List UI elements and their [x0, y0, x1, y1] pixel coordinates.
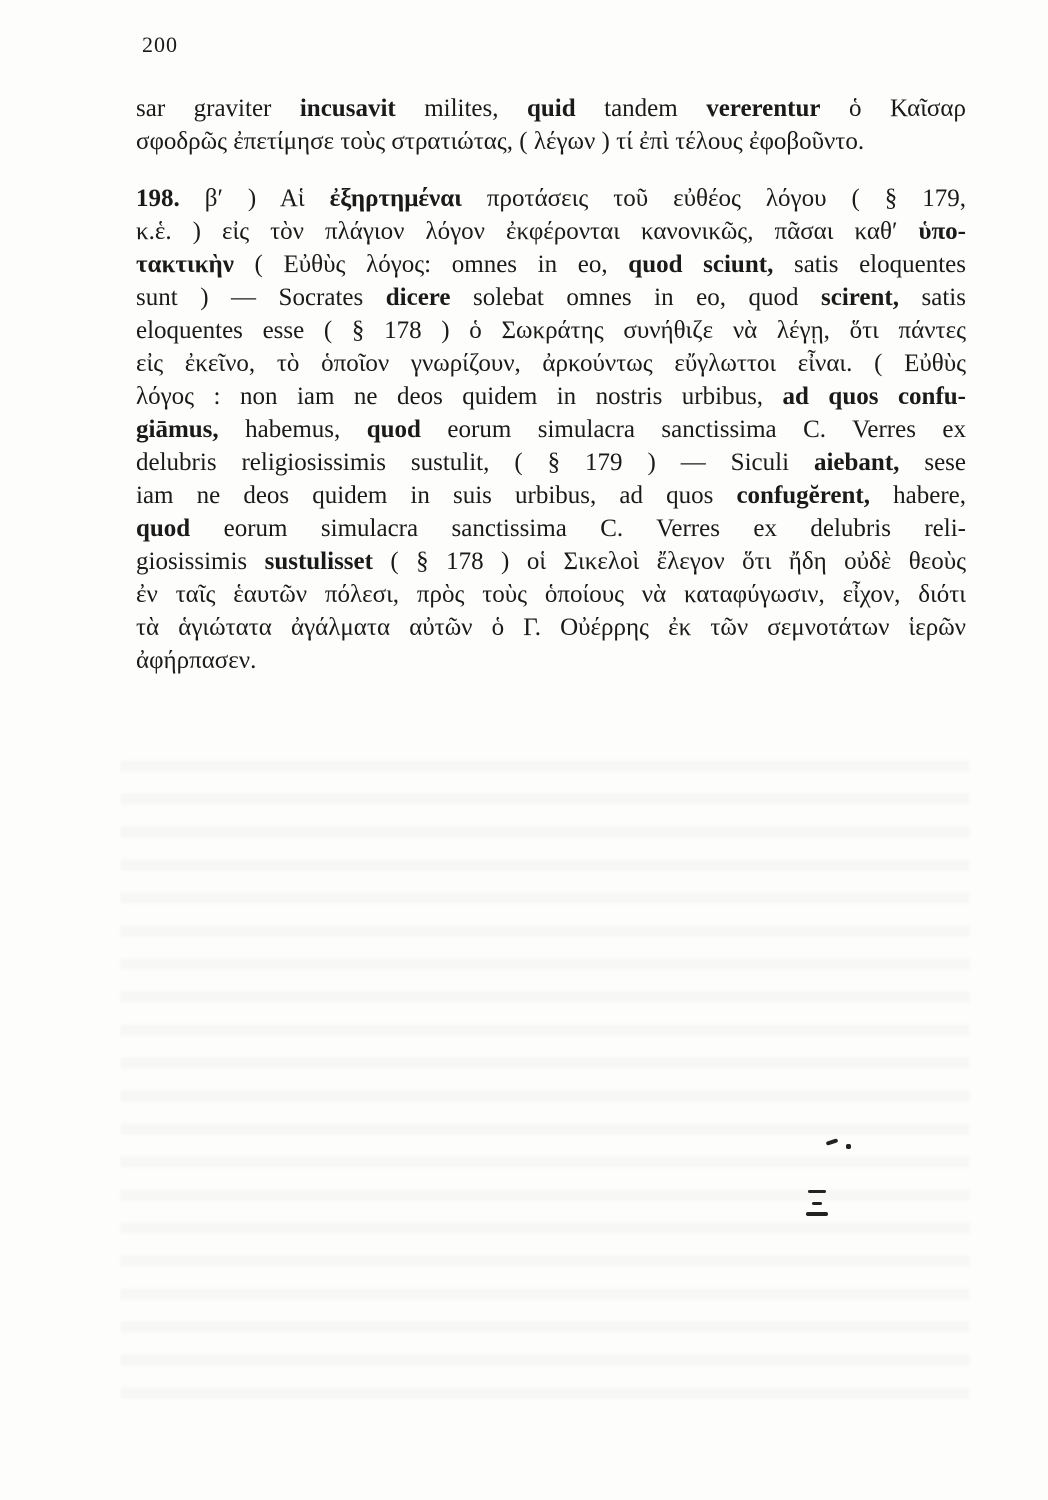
ink-speck	[846, 1144, 851, 1149]
ink-speck	[812, 1202, 822, 1205]
text-run: sar graviter	[136, 95, 300, 122]
text-line	[136, 380, 966, 413]
text-run: ( Εὐθὺς λόγος: omnes in eo,	[233, 251, 629, 278]
bold-term: incusavit	[299, 95, 396, 122]
text-run: κ.ἑ. ) εἰς τὸν πλάγιον λόγον ἐκφέρονται κανονικῶς, πᾶσαι καθ′	[136, 218, 919, 245]
bold-term: giāmus,	[136, 416, 219, 443]
bold-term: aiebant,	[813, 449, 900, 476]
bold-term: confugĕrent,	[736, 482, 870, 509]
bold-term: dicere	[385, 284, 451, 311]
text-run: satis eloquentes	[773, 251, 966, 278]
text-run: habemus,	[218, 416, 367, 443]
text-run: λόγος : non iam ne deos quidem in nostris urbibus,	[136, 383, 783, 410]
text-line	[136, 545, 966, 578]
bold-term: 198.	[136, 185, 180, 212]
text-run: habere,	[870, 482, 966, 509]
text-run: σφοδρῶς ἐπετίμησε τοὺς στρατιώτας, ( λέγων ) τί ἐπὶ τέλους ἐφοβοῦντο.	[136, 128, 865, 155]
text-run: προτάσεις τοῦ εὐθέος λόγου ( § 179,	[461, 185, 966, 212]
text-line	[136, 446, 966, 479]
bold-term: sustulisset	[264, 548, 373, 575]
text-run: satis	[899, 284, 966, 311]
text-line	[136, 347, 966, 380]
text-line	[136, 512, 966, 545]
show-through-background	[120, 760, 970, 1400]
text-run: solebat omnes in eo, quod	[450, 284, 822, 311]
text-line	[136, 314, 966, 347]
bold-term: quod	[366, 416, 421, 443]
bold-term: ὑπο-	[918, 218, 966, 245]
text-run: giosissimis	[136, 548, 265, 575]
text-run: iam ne deos quidem in suis urbibus, ad quos	[136, 482, 737, 509]
section-198-text	[136, 92, 966, 677]
text-run: sese	[899, 449, 966, 476]
text-run: milites,	[395, 95, 527, 122]
text-run: sunt ) — Socrates	[136, 284, 386, 311]
text-run: eorum simulacra sanctissima C. Verres ex delubris reli-	[190, 515, 966, 542]
text-line	[136, 92, 966, 125]
text-line	[136, 125, 966, 158]
bold-term: quod	[136, 515, 191, 542]
text-run: eorum simulacra sanctissima C. Verres ex	[420, 416, 966, 443]
text-run: β′ ) Αἱ	[179, 185, 330, 212]
ink-speck	[806, 1212, 828, 1216]
ink-speck	[808, 1190, 826, 1193]
text-line	[136, 413, 966, 446]
text-run: τὰ ἁγιώτατα ἀγάλματα αὐτῶν ὁ Γ. Οὐέρρης ἐκ τῶν σεμνοτάτων ἱερῶν	[136, 614, 966, 641]
text-line	[136, 479, 966, 512]
text-run: ὁ Καῖσαρ	[820, 95, 966, 122]
bold-term: ἐξηρτημέναι	[329, 185, 462, 212]
text-line	[136, 611, 966, 644]
text-line	[136, 281, 966, 314]
text-run: ἀφήρπασεν.	[136, 647, 257, 674]
text-run: ἐν ταῖς ἑαυτῶν πόλεσι, πρὸς τοὺς ὁποίους νὰ καταφύγωσιν, εἶχον, διότι	[136, 581, 966, 608]
text-run: ( § 178 ) οἱ Σικελοὶ ἔλεγον ὅτι ἤδη οὐδὲ θεοὺς	[372, 548, 966, 575]
text-run: eloquentes esse ( § 178 ) ὁ Σωκράτης συνήθιζε νὰ λέγῃ, ὅτι πάντες	[136, 317, 966, 344]
bold-term: τακτικὴν	[136, 251, 234, 278]
bold-term: ad quos confu-	[782, 383, 966, 410]
page-number: 200	[142, 32, 178, 57]
text-run: εἰς ἐκεῖνο, τὸ ὁποῖον γνωρίζουν, ἀρκούντως εὔγλωττοι εἶναι. ( Εὐθὺς	[136, 350, 966, 377]
text-line	[136, 182, 966, 215]
text-line	[136, 215, 966, 248]
text-line	[136, 578, 966, 611]
text-run: delubris religiosissimis sustulit, ( § 179 ) — Siculi	[136, 449, 814, 476]
text-line	[136, 644, 966, 677]
bold-term: quod sciunt,	[628, 251, 774, 278]
bold-term: quid	[526, 95, 576, 122]
bold-term: vererentur	[706, 95, 821, 122]
text-line	[136, 248, 966, 281]
bold-term: scirent,	[821, 284, 900, 311]
text-run: tandem	[575, 95, 707, 122]
